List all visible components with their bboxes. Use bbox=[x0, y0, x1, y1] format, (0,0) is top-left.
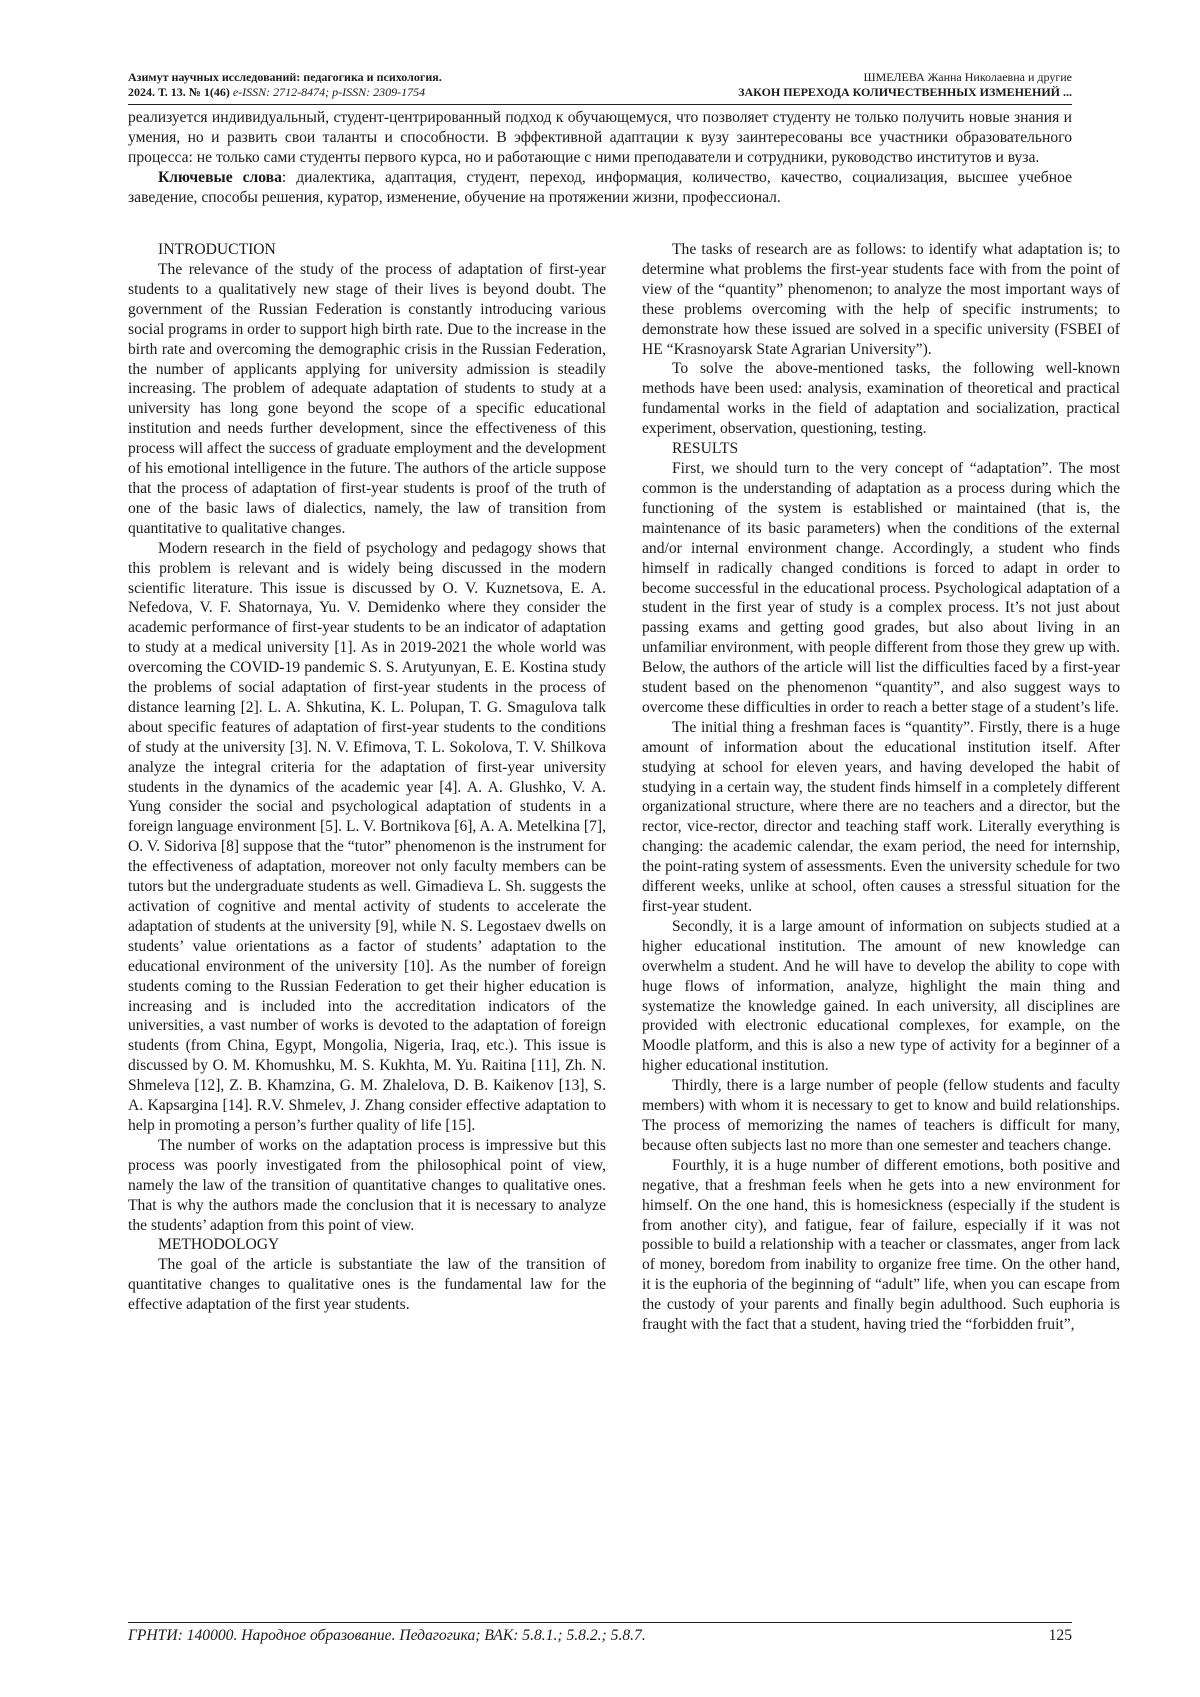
results-heading: RESULTS bbox=[672, 440, 739, 458]
paragraph: The initial thing a freshman faces is “quantity”. Firstly, there is a huge amount of information about the educational institution itself. After studying at school for eleven years, and having developed the habit of studying in a certain way, the student finds himself in a completely different organizational structure, where there are no teachers and a director, but the rector, vice-rector, director and teaching staff work. Literally everything is changing: the academic calendar, the exam period, the need for internship, the point-rating system of assessments. Even the university schedule for two different weeks, unlike at school, often causes a stressful situation for the first-year student. bbox=[642, 718, 1120, 915]
methodology-heading: METHODOLOGY bbox=[158, 1236, 280, 1254]
paragraph: First, we should turn to the very concept of “adaptation”. The most common is the understanding of adaptation as a process during which the functioning of the system is established or maintained (that is, the maintenance of its basic parameters) when the conditions of the external and/or internal environment change. Accordingly, a student who finds himself in radically changed conditions is forced to adapt in order to become successful in the educational process. Psychological adaptation of a student in the first year of study is a complex process. It’s not just about passing exams and getting good grades, but also about living in an unfamiliar environment, with people different from those they grew up with. Below, the authors of the article will list the difficulties faced by a first-year student based on the phenomenon “quantity”, and also suggest ways to overcome these difficulties in order to reach a better stage of a student’s life. bbox=[642, 460, 1120, 716]
journal-volume: 2024. Т. 13. № 1(46) bbox=[128, 85, 230, 99]
article-title: ЗАКОН ПЕРЕХОДА КОЛИЧЕСТВЕННЫХ ИЗМЕНЕНИЙ ... bbox=[738, 85, 1072, 99]
classification-codes: ГРНТИ: 140000. Народное образование. Педагогика; ВАК: 5.8.1.; 5.8.2.; 5.8.7. bbox=[128, 1627, 646, 1644]
keywords-text: : диалектика, адаптация, студент, переход, информация, количество, качество, социализация, высшее учебное заведение, способы решения, куратор, изменение, обучение на протяжении жизни, профессионал. bbox=[128, 169, 1072, 206]
introduction-heading: INTRODUCTION bbox=[158, 241, 276, 258]
running-header bbox=[128, 70, 1072, 104]
article-authors: ШМЕЛЕВА Жанна Николаевна и другие bbox=[863, 70, 1072, 84]
paragraph: Secondly, it is a large amount of information on subjects studied at a higher educational institution. The amount of new knowledge can overwhelm a student. And he will have to develop the ability to cope with huge flows of information, analyze, highlight the main thing and systematize the knowledge gained. In each university, all disciplines are provided with electronic educational complexes, for example, on the Moodle platform, and this is also a new type of activity for a beginner of a higher educational institution. bbox=[642, 917, 1120, 1075]
abstract-text: реализуется индивидуальный, студент-центрированный подход к обучающемуся, что позволяет студенту не только получить новые знания и умения, но и развить свои таланты и способности. В эффективной адаптации к вузу заинтересованы все участники образовательного процесса: не только сами студенты первого курса, но и работающие с ними преподаватели и сотрудники, руководство институтов и вуза. bbox=[128, 109, 1072, 166]
paragraph: The goal of the article is substantiate the law of the transition of quantitative changes to qualitative ones is the fundamental law for the effective adaptation of the first year students. bbox=[128, 1256, 606, 1314]
paragraph: Thirdly, there is a large number of people (fellow students and faculty members) with whom it is necessary to get to know and build relationships. The process of memorizing the names of teachers is difficult for many, because often subjects last no more than one semester and teachers change. bbox=[642, 1077, 1120, 1154]
right-column bbox=[642, 240, 1120, 1335]
paragraph: The number of works on the adaptation process is impressive but this process was poorly investigated from the philosophical point of view, namely the law of the transition of quantitative changes to qualitative ones. That is why the authors made the conclusion that it is necessary to analyze the students’ adaption from this point of view. bbox=[128, 1136, 606, 1234]
journal-issn: e-ISSN: 2712-8474; p-ISSN: 2309-1754 bbox=[232, 85, 426, 99]
paragraph: Modern research in the field of psychology and pedagogy shows that this problem is relevant and is widely being discussed in the modern scientific literature. This issue is discussed by O. V. Kuznetsova, E. A. Nefedova, V. F. Shatornaya, Yu. V. Demidenko where they consider the academic performance of first-year students to be an indicator of adaptation to study at a medical university [1]. As in 2019-2021 the whole world was overcoming the COVID-19 pandemic S. S. Arutyunyan, E. E. Kostina study the problems of social adaptation of first-year students in the process of distance learning [2]. L. A. Shkutina, K. L. Polupan, T. G. Smagulova talk about specific features of adaptation of first-year students to the conditions of study at the university [3]. N. V. Efimova, T. L. Sokolova, T. V. Shilkova analyze the integral criteria for the adaptation of first-year university students in the dynamics of the academic year [4]. A. A. Glushko, V. A. Yung consider the social and psychological adaptation of students in a foreign language environment [5]. L. V. Bortnikova [6], A. A. Metelkina [7], O. V. Sidoriva [8] suppose that the “tutor” phenomenon is the instrument for the effectiveness of adaptation, moreover not only faculty members can be tutors but the undergraduate students as well. Gimadieva L. Sh. suggests the activation of cognitive and mental activity of students to accelerate the adaptation of students at the university [9], while N. S. Legostaev dwells on students’ value orientations as a factor of students’ adaptation to the educational environment of the university [10]. As the number of foreign students coming to the Russian Federation to get their higher education is increasing and is included into the accreditation indicators of the universities, a vast number of works is devoted to the adaptation of foreign students (from China, Egypt, Mongolia, Nigeria, Iraq, etc.). This issue is discussed by O. M. Khomushku, M. S. Kukhta, M. Yu. Raitina [11], Zh. N. Shmeleva [12], Z. B. Khamzina, G. M. Zhalelova, D. B. Kaikenov [13], S. A. Kapsargina [14]. R.V. Shmelev, J. Zhang consider effective adaptation to help in promoting a person’s further quality of life [15]. bbox=[128, 539, 606, 1134]
paragraph: To solve the above-mentioned tasks, the following well-known methods have been used: analysis, examination of theoretical and practical fundamental works in the field of adaptation and socialization, practical experiment, observation, questioning, testing. bbox=[642, 360, 1120, 438]
paragraph: The tasks of research are as follows: to identify what adaptation is; to determine what problems the first-year students face with from the point of view of the “quantity” phenomenon; to analyze the most important ways of these problems overcoming with the help of specific instruments; to demonstrate how these issued are solved in a specific university (FSBEI of HE “Krasnoyarsk State Agrarian University”). bbox=[642, 241, 1120, 358]
keywords bbox=[128, 168, 1072, 208]
footer-divider bbox=[128, 1622, 1072, 1623]
left-column bbox=[128, 240, 606, 1315]
paragraph: Fourthly, it is a huge number of different emotions, both positive and negative, that a freshman feels when he gets into a new environment for himself. On the one hand, this is homesickness (especially if the student is from another city), and fatigue, fear of failure, especially if it was not possible to build a relationship with a teacher or classmates, anger from lack of money, boredom from inability to organize free time. On the other hand, it is the euphoria of the beginning of “adult” life, when you can escape from the custody of your parents and finally begin adulthood. Such euphoria is fraught with the fact that a student, having tried the “forbidden fruit”, bbox=[642, 1156, 1120, 1334]
page-number: 125 bbox=[1048, 1627, 1072, 1644]
journal-title: Азимут научных исследований: педагогика и психология. bbox=[128, 70, 442, 84]
abstract-block bbox=[128, 108, 1072, 208]
paragraph: The relevance of the study of the process of adaptation of first-year students to a qualitatively new stage of their lives is beyond doubt. The government of the Russian Federation is constantly introducing various social programs in order to support high birth rate. Due to the increase in the birth rate and overcoming the demographic crisis in the Russian Federation, the number of applicants applying for university admission is steadily increasing. The problem of adequate adaptation of students to study at a university has long gone beyond the scope of a specific educational institution and needs further development, since the effectiveness of this process will affect the success of graduate employment and the development of his emotional intelligence in the future. The authors of the article suppose that the process of adaptation of first-year students is proof of the truth of one of the basic laws of dialectics, namely, the law of transition from quantitative to qualitative changes. bbox=[128, 261, 606, 537]
keywords-label: Ключевые слова bbox=[158, 169, 282, 186]
journal-info bbox=[128, 70, 442, 100]
article-info bbox=[738, 70, 1072, 100]
header-divider bbox=[128, 104, 1072, 105]
